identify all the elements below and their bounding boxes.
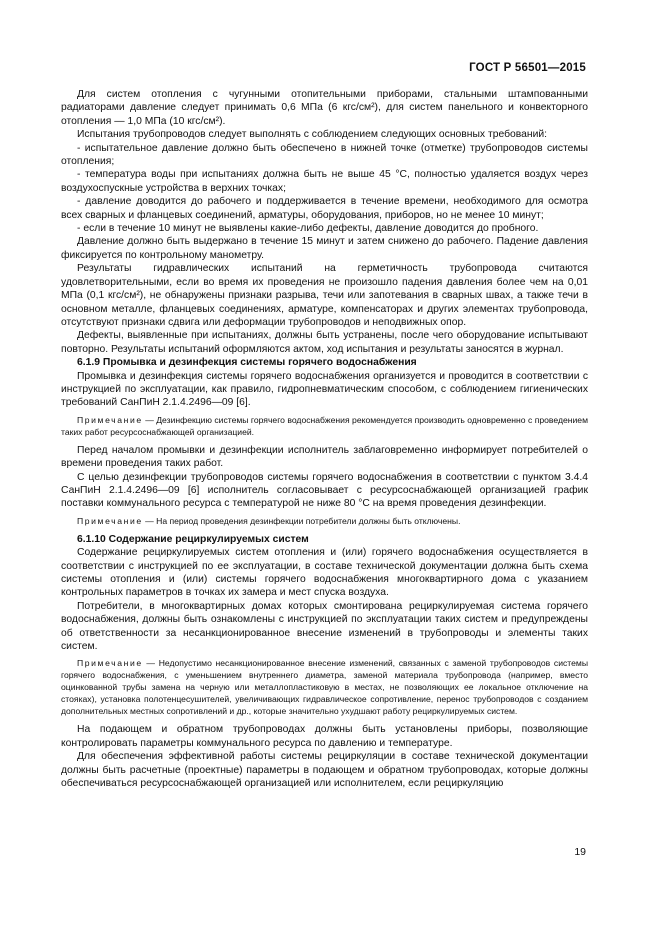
section-heading-6-1-10: 6.1.10 Содержание рециркулируемых систем [77,533,309,545]
section-heading-6-1-9: 6.1.9 Промывка и дезинфекция системы горячего водоснабжения [77,357,417,369]
note-label: Примечание [77,515,143,526]
page-number: 19 [574,846,586,858]
paragraph: Промывка и дезинфекция системы горячего водоснабжения организуется и проводится в соответствии с инструкцией по эксплуатации, как правило, гидропневматическим способом, с соблюдением гигиенических требований СанПиН 2.1.4.2496—09 [6]. [61,370,588,409]
note-label: Примечание [77,414,143,425]
note [61,657,588,717]
list-item: - испытательное давление должно быть обеспечено в нижней точке (отметке) трубопроводов системы отопления; [61,142,588,168]
paragraph: Перед началом промывки и дезинфекции исполнитель заблаговременно информирует потребителей о времени проведения таких работ. [61,444,588,470]
note [61,414,588,438]
document-id-header: ГОСТ Р 56501—2015 [469,62,586,74]
paragraph: С целью дезинфекции трубопроводов системы горячего водоснабжения в соответствии с пунктом 3.4.4 СанПиН 2.1.4.2496—09 [6] исполнитель согласовывает с ресурсоснабжающей организацией график поставки коммунального ресурса с температурой не ниже 80 °С на время проведения дезинфекции. [61,471,588,510]
note-text: — На период проведения дезинфекции потребители должны быть отключены. [142,515,461,526]
paragraph: Потребители, в многоквартирных домах которых смонтирована рециркулируемая система горячего водоснабжения, должны быть ознакомлены с инструкцией по эксплуатации таких систем и предупреждены об ответственности за несанкционированное внесение изменений в трубопроводы и элементы таких систем. [61,600,588,653]
list-item: - если в течение 10 минут не выявлены какие-либо дефекты, давление доводится до пробного. [77,223,539,235]
note [61,515,588,527]
list-item: - давление доводится до рабочего и поддерживается в течение времени, необходимого для осмотра всех сварных и фланцевых соединений, арматуры, оборудования, приборов, но не менее 10 минут; [61,196,588,221]
list-item: - температура воды при испытаниях должна быть не выше 45 °С, полностью удаляется воздух через воздухоспускные устройства в верхних точках; [61,169,588,194]
paragraph: Испытания трубопроводов следует выполнять с соблюдением следующих основных требований: [77,129,548,141]
document-body [61,88,588,790]
paragraph: Результаты гидравлических испытаний на герметичность трубопровода считаются удовлетворительными, если во время их проведения не произошло падения давления более чем на 0,01 МПа (0,1 кгс/см²), не обнаружены признаки разрыва, течи или запотевания в сварных швах, а также течи в основном металле, фланцевых соединениях, арматуре, компенсаторах и других элементах трубопровода, отсутствуют признаки сдвига или деформации трубопроводов и неподвижных опор. [61,263,588,328]
paragraph: На подающем и обратном трубопроводах должны быть установлены приборы, позволяющие контролировать параметры коммунального ресурса по давлению и температуре. [61,724,588,749]
paragraph: Для обеспечения эффективной работы системы рециркуляции в составе технической документации должны быть расчетные (проектные) параметры в подающем и обратном трубопроводах, которые должны обеспечиваться ресурсоснабжающей организацией или исполнителем, если рециркуляцию [61,751,588,790]
paragraph: Содержание рециркулируемых систем отопления и (или) горячего водоснабжения осуществляется в соответствии с инструкцией по ее эксплуатации, в составе технической документации должна быть схема системы отопления и (или) системы горячего водоснабжения многоквартирного дома с указанием контрольных параметров в точках их замера и мест спуска воздуха. [61,547,588,599]
note-text: — Недопустимо несанкционированное внесение изменений, связанных с заменой трубопроводов системы горячего водоснабжения, с уменьшением внутреннего диаметра, заменой материала трубопровода (например, вместо оцинкованной трубы замена на черную или металлопластиковую в местах, не позволяющих ее локальное отключение на стояках), установка полотенцесушителей, увеличивающих гидравлическое сопротивление, перенос трубопроводов с созданием дополнительных местных сопротивлений и др., которые значительно ухудшают работу рециркулируемых систем. [61,658,588,717]
note-label: Примечание [77,658,143,669]
paragraph: Давление должно быть выдержано в течение 15 минут и затем снижено до рабочего. Падение давления фиксируется по контрольному манометру. [61,236,588,261]
paragraph: Для систем отопления с чугунными отопительными приборами, стальными штампованными радиаторами давление следует принимать 0,6 МПа (6 кгс/см²), для систем панельного и конвекторного отопления — 1,0 МПа (10 кгс/см²). [61,89,588,127]
note-text: — Дезинфекцию системы горячего водоснабжения рекомендуется производить одновременно с проведением таких работ ресурсоснабжающей организацией. [61,414,588,437]
paragraph: Дефекты, выявленные при испытаниях, должны быть устранены, после чего оборудование испытывают повторно. Результаты испытаний оформляются актом, ход испытания и результаты заносятся в журнал. [61,330,588,355]
